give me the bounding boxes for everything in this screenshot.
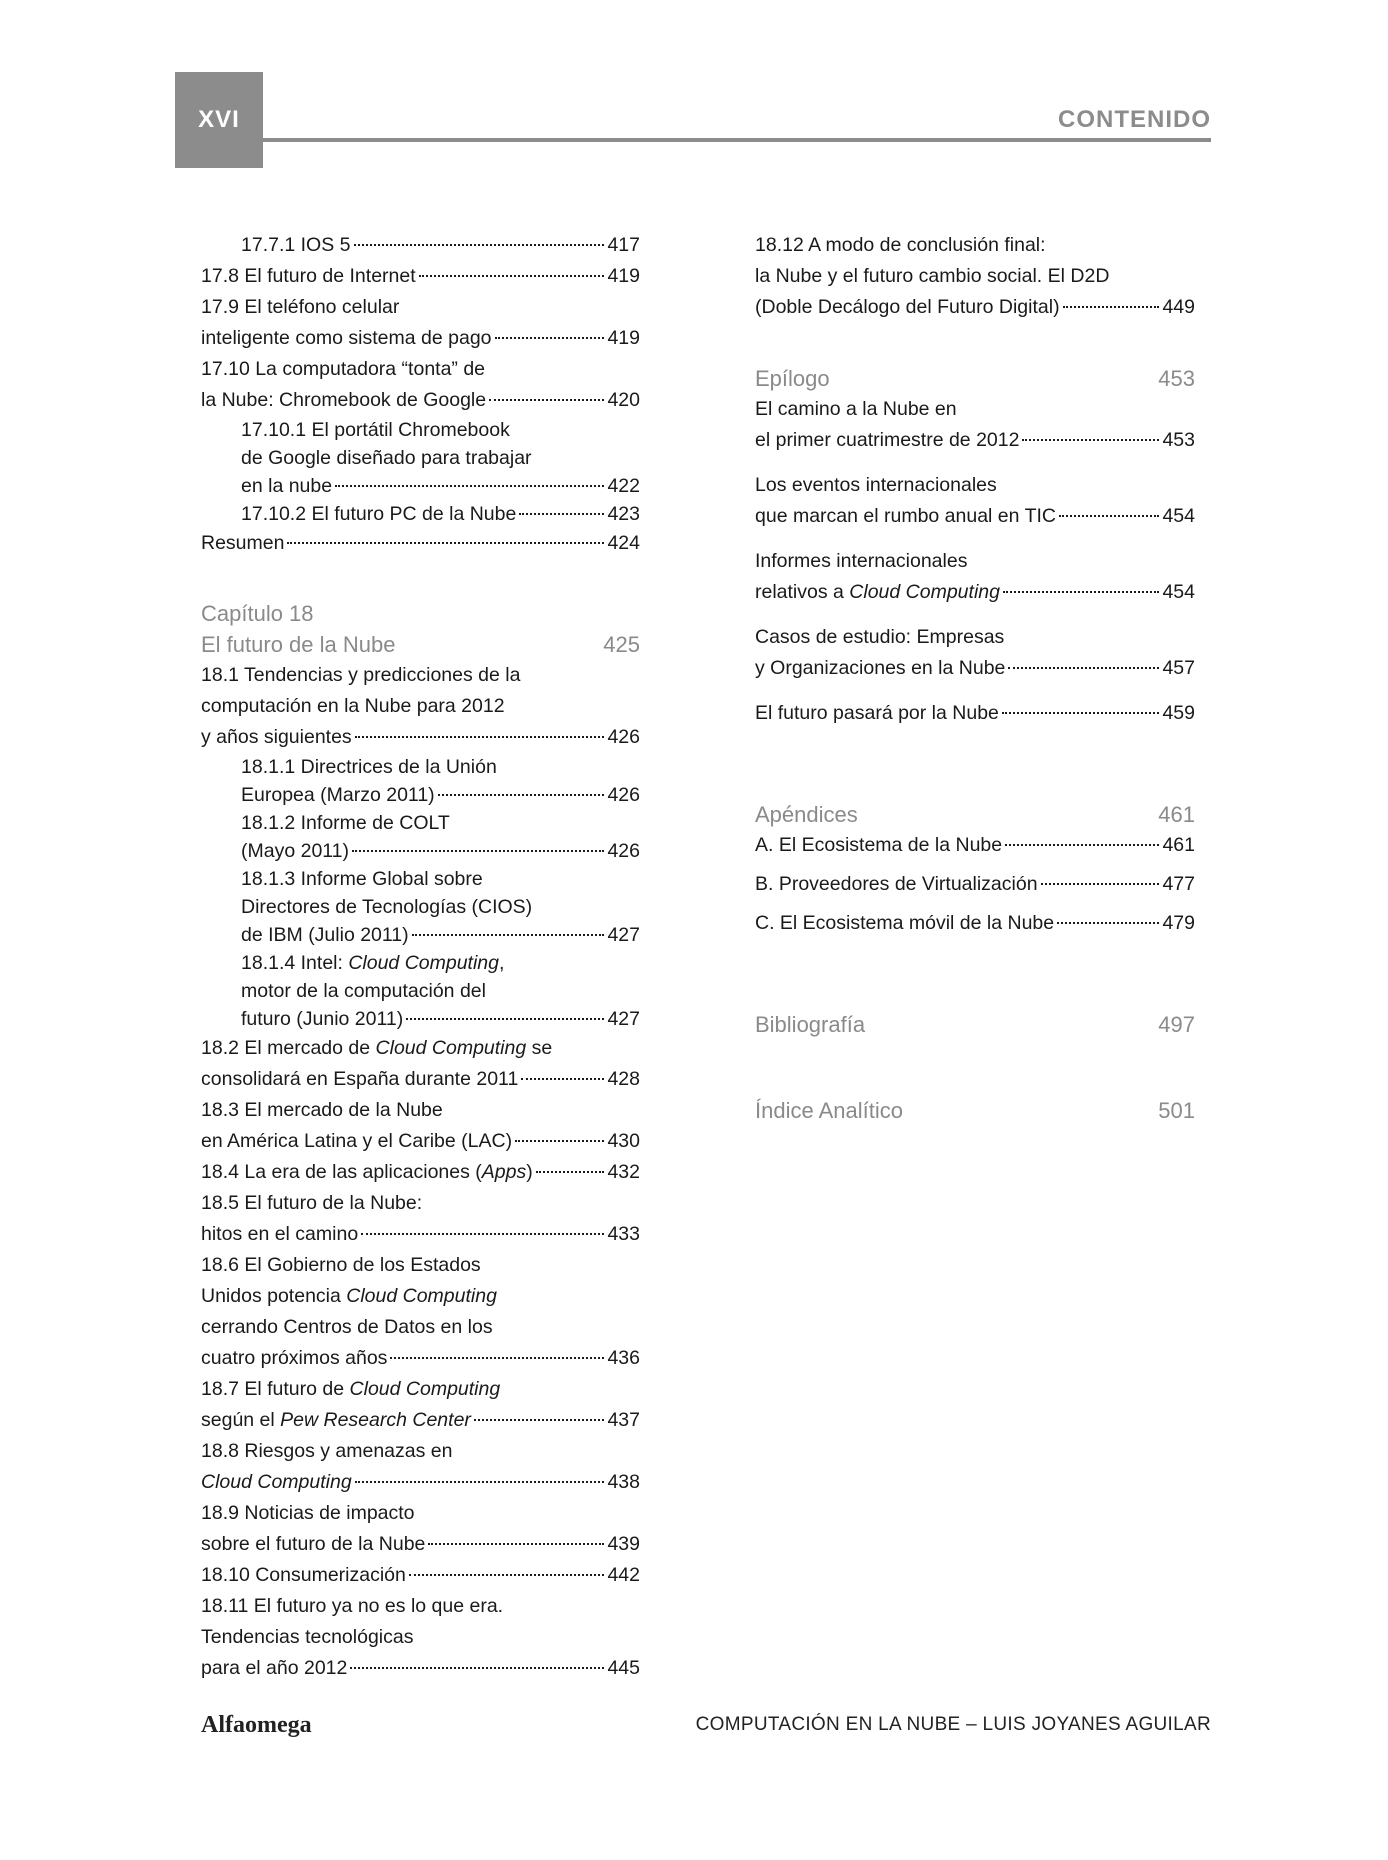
toc-entry-line: 18.7 El futuro de Cloud Computing	[201, 1378, 501, 1400]
toc-entry-line: 18.9 Noticias de impacto	[201, 1502, 415, 1524]
toc-entry-line: 18.1.3 Informe Global sobre	[241, 868, 483, 890]
toc-right-column	[755, 230, 1195, 1126]
toc-entry[interactable]: y años siguientes 426	[201, 726, 640, 748]
toc-entry-line: 18.2 El mercado de Cloud Computing se	[201, 1037, 553, 1059]
toc-entry-line: 18.1.2 Informe de COLT	[241, 812, 450, 834]
toc-entry-line: 18.5 El futuro de la Nube:	[201, 1192, 423, 1214]
chapter-label: Capítulo 18	[201, 601, 314, 626]
toc-entry[interactable]: hitos en el camino 433	[201, 1223, 640, 1245]
toc-entry-line: 17.9 El teléfono celular	[201, 296, 400, 318]
toc-entry[interactable]: y Organizaciones en la Nube 457	[755, 657, 1195, 679]
toc-entry[interactable]: 17.7.1 IOS 5 417	[241, 234, 640, 256]
toc-entry-line: motor de la computación del	[241, 980, 486, 1002]
toc-entry[interactable]: la Nube: Chromebook de Google 420	[201, 389, 640, 411]
toc-entry[interactable]: (Mayo 2011) 426	[241, 840, 640, 862]
toc-entry[interactable]: el primer cuatrimestre de 2012 453	[755, 429, 1195, 451]
toc-entry[interactable]: Cloud Computing 438	[201, 1471, 640, 1493]
book-title-footer: COMPUTACIÓN EN LA NUBE – LUIS JOYANES AGUILAR	[695, 1714, 1211, 1735]
toc-left-column	[201, 230, 640, 1684]
toc-entry[interactable]: en la nube 422	[241, 475, 640, 497]
toc-entry[interactable]: Resumen 424	[201, 532, 640, 554]
toc-entry[interactable]: C. El Ecosistema móvil de la Nube 479	[755, 912, 1195, 934]
toc-entry-line: Tendencias tecnológicas	[201, 1626, 414, 1648]
toc-entry-line: computación en la Nube para 2012	[201, 695, 505, 717]
toc-entry[interactable]: 18.4 La era de las aplicaciones (Apps) 432	[201, 1161, 640, 1183]
toc-entry-line: 18.11 El futuro ya no es lo que era.	[201, 1595, 504, 1617]
toc-entry-line: 18.1.1 Directrices de la Unión	[241, 756, 497, 778]
toc-entry[interactable]: sobre el futuro de la Nube 439	[201, 1533, 640, 1555]
toc-entry-line: 17.10.1 El portátil Chromebook	[241, 419, 510, 441]
toc-entry-line: El camino a la Nube en	[755, 398, 957, 420]
toc-entry[interactable]: B. Proveedores de Virtualización 477	[755, 873, 1195, 895]
epilogue-heading[interactable]: Epílogo 453	[755, 366, 1195, 391]
toc-entry[interactable]: en América Latina y el Caribe (LAC) 430	[201, 1130, 640, 1152]
toc-entry-line: 17.10 La computadora “tonta” de	[201, 358, 486, 380]
toc-entry-line: 18.6 El Gobierno de los Estados	[201, 1254, 481, 1276]
toc-entry[interactable]: de IBM (Julio 2011) 427	[241, 924, 640, 946]
toc-entry[interactable]: cuatro próximos años 436	[201, 1347, 640, 1369]
index-heading[interactable]: Índice Analítico 501	[755, 1098, 1195, 1123]
section-title: CONTENIDO	[1058, 106, 1211, 133]
toc-entry-line: 18.8 Riesgos y amenazas en	[201, 1440, 453, 1462]
toc-entry-line: Los eventos internacionales	[755, 474, 997, 496]
toc-entry[interactable]: según el Pew Research Center 437	[201, 1409, 640, 1431]
bibliography-heading[interactable]: Bibliografía 497	[755, 1012, 1195, 1037]
toc-entry[interactable]: El futuro pasará por la Nube 459	[755, 702, 1195, 724]
chapter-heading[interactable]: El futuro de la Nube 425	[201, 632, 640, 657]
toc-entry[interactable]: futuro (Junio 2011) 427	[241, 1008, 640, 1030]
toc-entry-line: 18.12 A modo de conclusión final:	[755, 234, 1046, 256]
toc-entry[interactable]: 17.8 El futuro de Internet 419	[201, 265, 640, 287]
toc-entry-line: Unidos potencia Cloud Computing	[201, 1285, 497, 1307]
toc-entry-line: 18.1.4 Intel: Cloud Computing,	[241, 952, 505, 974]
toc-entry-line: Directores de Tecnologías (CIOS)	[241, 896, 533, 918]
toc-entry[interactable]: consolidará en España durante 2011 428	[201, 1068, 640, 1090]
toc-entry[interactable]: relativos a Cloud Computing 454	[755, 581, 1195, 603]
page-number-box	[175, 72, 263, 168]
toc-entry-line: la Nube y el futuro cambio social. El D2D	[755, 265, 1110, 287]
toc-entry[interactable]: 17.10.2 El futuro PC de la Nube 423	[241, 503, 640, 525]
toc-entry-line: 18.3 El mercado de la Nube	[201, 1099, 443, 1121]
toc-entry[interactable]: 18.10 Consumerización 442	[201, 1564, 640, 1586]
toc-entry[interactable]: para el año 2012 445	[201, 1657, 640, 1679]
toc-entry[interactable]: Europea (Marzo 2011) 426	[241, 784, 640, 806]
header-rule	[263, 138, 1211, 142]
publisher-name: Alfaomega	[201, 1712, 312, 1738]
toc-entry[interactable]: que marcan el rumbo anual en TIC 454	[755, 505, 1195, 527]
page-number: XVI	[198, 106, 240, 133]
toc-entry[interactable]: A. El Ecosistema de la Nube 461	[755, 834, 1195, 856]
toc-entry-line: cerrando Centros de Datos en los	[201, 1316, 493, 1338]
toc-entry-line: Casos de estudio: Empresas	[755, 626, 1005, 648]
toc-entry-line: de Google diseñado para trabajar	[241, 447, 532, 469]
toc-entry[interactable]: (Doble Decálogo del Futuro Digital) 449	[755, 296, 1195, 318]
toc-entry-line: Informes internacionales	[755, 550, 968, 572]
appendices-heading[interactable]: Apéndices 461	[755, 802, 1195, 827]
toc-entry[interactable]: inteligente como sistema de pago 419	[201, 327, 640, 349]
toc-entry-line: 18.1 Tendencias y predicciones de la	[201, 664, 521, 686]
